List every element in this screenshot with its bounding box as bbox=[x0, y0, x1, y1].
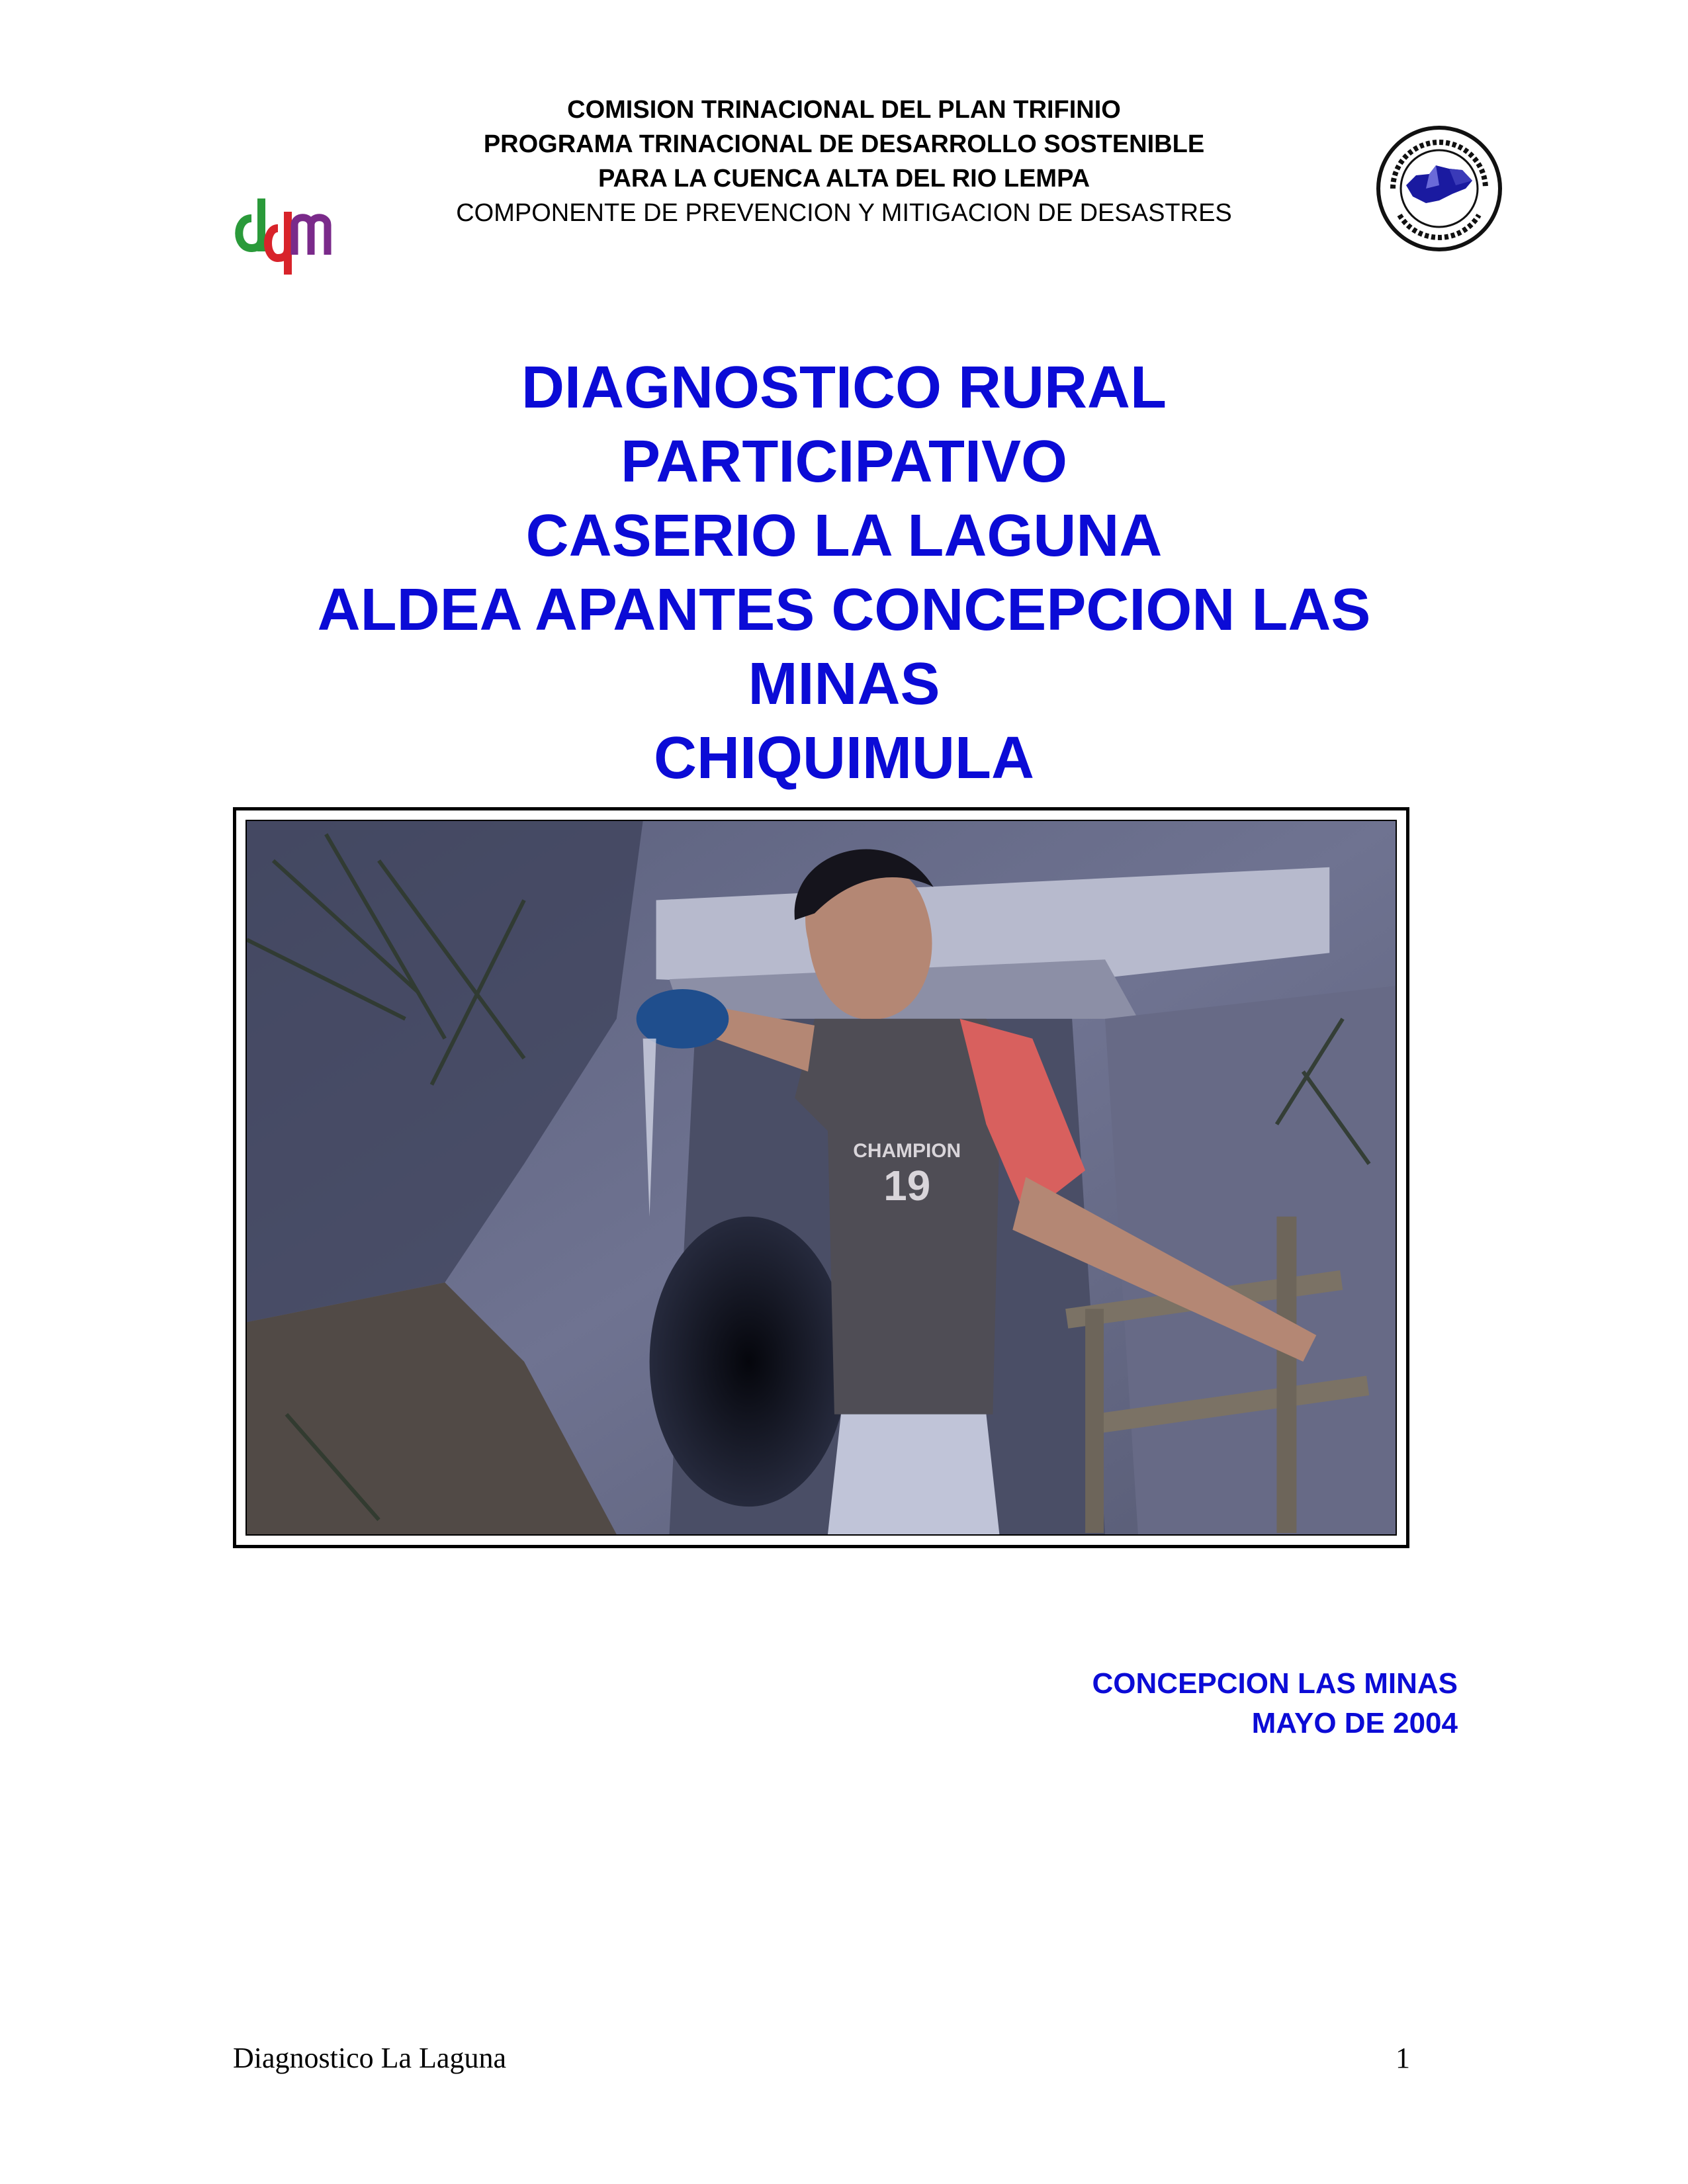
footer-document-name: Diagnostico La Laguna bbox=[233, 2042, 506, 2074]
cover-photo-frame bbox=[233, 807, 1409, 1548]
title-line-3: CASERIO LA LAGUNA bbox=[525, 503, 1163, 569]
cover-photo bbox=[245, 820, 1397, 1536]
header-line-program: PROGRAMA TRINACIONAL DE DESARROLLO SOSTENIBLE bbox=[483, 130, 1205, 158]
title-line-1: DIAGNOSTICO RURAL bbox=[521, 355, 1167, 421]
title-line-4: ALDEA APANTES CONCEPCION LAS bbox=[317, 577, 1371, 643]
header-line-component: COMPONENTE DE PREVENCION Y MITIGACION DE DESASTRES bbox=[456, 199, 1232, 227]
shirt-brand-text: CHAMPION bbox=[853, 1140, 961, 1162]
shirt-number-text: 19 bbox=[883, 1161, 931, 1209]
page-number: 1 bbox=[1396, 2042, 1410, 2074]
trifinio-seal-icon bbox=[1373, 122, 1505, 255]
date-text: MAYO DE 2004 bbox=[1251, 1707, 1458, 1739]
place-date-block bbox=[1092, 1664, 1458, 1743]
document-title bbox=[0, 351, 1688, 795]
header-line-commission: COMISION TRINACIONAL DEL PLAN TRIFINIO bbox=[567, 96, 1121, 124]
title-line-5: MINAS bbox=[748, 651, 940, 717]
title-line-6: CHIQUIMULA bbox=[654, 725, 1034, 791]
title-line-2: PARTICIPATIVO bbox=[621, 429, 1067, 495]
place-text: CONCEPCION LAS MINAS bbox=[1092, 1667, 1458, 1700]
header-line-basin: PARA LA CUENCA ALTA DEL RIO LEMPA bbox=[598, 165, 1090, 193]
cpdm-logo-icon bbox=[232, 192, 337, 278]
